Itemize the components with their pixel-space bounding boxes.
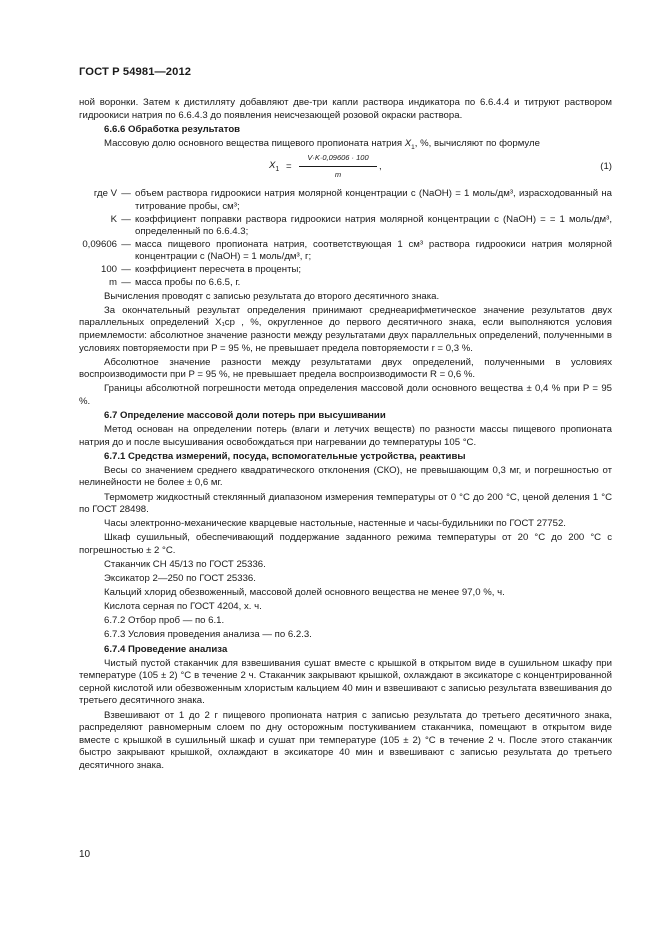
paragraph: Взвешивают от 1 до 2 г пищевого пропионата натрия с записью результата до третьего десятичного знака, распределяют равномерным слоем по дну осторожным постукиванием стаканчика, помещают в открытом виде вместе с крышкой в сушильный шкаф и сушат при температуре (105 ± 2) °С в течение 2 ч. После этого стаканчик быстро закрывают крышкой, охлаждают в эксикаторе 40 мин и взвешивают с записью результата до третьего десятичного знака. — [79, 709, 612, 771]
formula-1 — [79, 152, 612, 184]
paragraph: За окончательный результат определения принимают среднеарифметическое значение результатов двух параллельных определений X₁ср , %, округленное до первого десятичного знака, если выполняются условия приемлемости: абсолютное значение разности между результатами двух параллельных определений, полученными в условиях повторяемости при P = 95 %, не превышает предела повторяемости r = 0,3 %. — [79, 304, 612, 354]
section-heading-6-6-6: 6.6.6 Обработка результатов — [104, 123, 241, 135]
paragraph: Чистый пустой стаканчик для взвешивания сушат вместе с крышкой в открытом виде в сушильном шкафу при температуре (105 ± 2) °С в течение 2 ч. Стаканчик закрывают крышкой, охлаждают в эксикаторе с концентрированной серной кислотой или обезвоженным хлористым кальцием 40 мин и взвешивают с записью результата взвешивания до третьего десятичного знака. — [79, 657, 612, 707]
paragraph: Часы электронно-механические кварцевые настольные, настенные и часы-будильники по ГОСТ 27752. — [104, 518, 566, 530]
formula-numerator: V·K·0,09606 · 100 — [299, 152, 377, 167]
formula-fraction — [299, 152, 377, 181]
paragraph: 6.7.3 Условия проведения анализа — по 6.2.3. — [104, 629, 312, 641]
paragraph: Вычисления проводят с записью результата до второго десятичного знака. — [104, 290, 440, 302]
paragraph: Эксикатор 2—250 по ГОСТ 25336. — [104, 573, 256, 585]
paragraph: Стаканчик СН 45/13 по ГОСТ 25336. — [104, 559, 266, 570]
definition-item: 0,09606 — масса пищевого пропионата натрия, соответствующая 1 см³ раствора гидроокиси натрия молярной концентрации c (NaOH) = 1 моль/дм³, г; — [82, 238, 612, 263]
section-heading-6-7-4: 6.7.4 Проведение анализа — [104, 643, 228, 655]
formula-denominator: m — [334, 169, 342, 179]
definition-item: 100 — коэффициент пересчета в проценты; — [100, 263, 302, 275]
formula-lhs: $X_1$ — [269, 160, 280, 174]
paragraph: Термометр жидкостный стеклянный диапазоном измерения температуры от 0 °С до 200 °С, ценой деления 1 °С по ГОСТ 28498. — [79, 491, 612, 516]
paragraph: 6.7.2 Отбор проб — по 6.1. — [104, 615, 225, 627]
paragraph: ной воронки. Затем к дистилляту добавляют две-три капли раствора индикатора по 6.6.4.4 и титруют раствором гидроокиси натрия по 6.6.4.3 до появления неисчезающей розовой окраски раствора. — [79, 97, 612, 121]
paragraph: Шкаф сушильный, обеспечивающий поддержание заданного режима температуры от 20 °С до 200 °С с погрешностью ± 2 °С. — [79, 532, 612, 556]
section-heading-6-7-1: 6.7.1 Средства измерений, посуда, вспомогательные устройства, реактивы — [104, 450, 466, 462]
formula-number: (1) — [600, 161, 612, 173]
document-header: ГОСТ Р 54981—2012 — [79, 66, 192, 78]
page-number: 10 — [79, 849, 91, 860]
formula-intro: Массовую долю основного вещества пищевого пропионата натрия $X_1$, %, вычисляют по формуле — [104, 137, 540, 151]
definitions-list — [79, 188, 612, 289]
formula-comma: , — [379, 161, 382, 173]
definition-item: K — коэффициент поправки раствора гидроокиси натрия молярной концентрации c (NaOH) = = 1 моль/дм³, определенный по 6.6.4.3; — [110, 213, 612, 238]
paragraph: Весы со значением среднего квадратического отклонения (СКО), не превышающим 0,3 мг, и погрешностью от нелинейности не более ± 0,6 мг. — [79, 464, 612, 489]
formula-equals: = — [286, 161, 292, 173]
document-body — [79, 97, 612, 774]
section-heading-6-7: 6.7 Определение массовой доли потерь при высушивании — [104, 409, 386, 421]
definition-item: где V — объем раствора гидроокиси натрия молярной концентрации c (NaOH) = 1 моль/дм³, израсходованный на титрование пробы, см³; — [93, 188, 612, 212]
definition-item: m — масса пробы по 6.6.5, г. — [109, 276, 241, 288]
paragraph: Границы абсолютной погрешности метода определения массовой доли основного вещества ± 0,4 % при P = 95 %. — [79, 383, 612, 407]
paragraph: Абсолютное значение разности между результатами двух определений, полученными в условиях воспроизводимости при P = 95 %, не превышает предела воспроизводимости R = 0,6 %. — [79, 356, 612, 381]
paragraph: Кальций хлорид обезвоженный, массовой долей основного вещества не менее 97,0 %, ч. — [104, 587, 505, 599]
symbol-x: X — [404, 137, 412, 149]
paragraph: Метод основан на определении потерь (влаги и летучих веществ) по разности массы пищевого пропионата натрия до и после высушивания освобождаться при нагревании до температуры 105 °С. — [79, 424, 612, 448]
paragraph: Кислота серная по ГОСТ 4204, х. ч. — [104, 601, 262, 613]
